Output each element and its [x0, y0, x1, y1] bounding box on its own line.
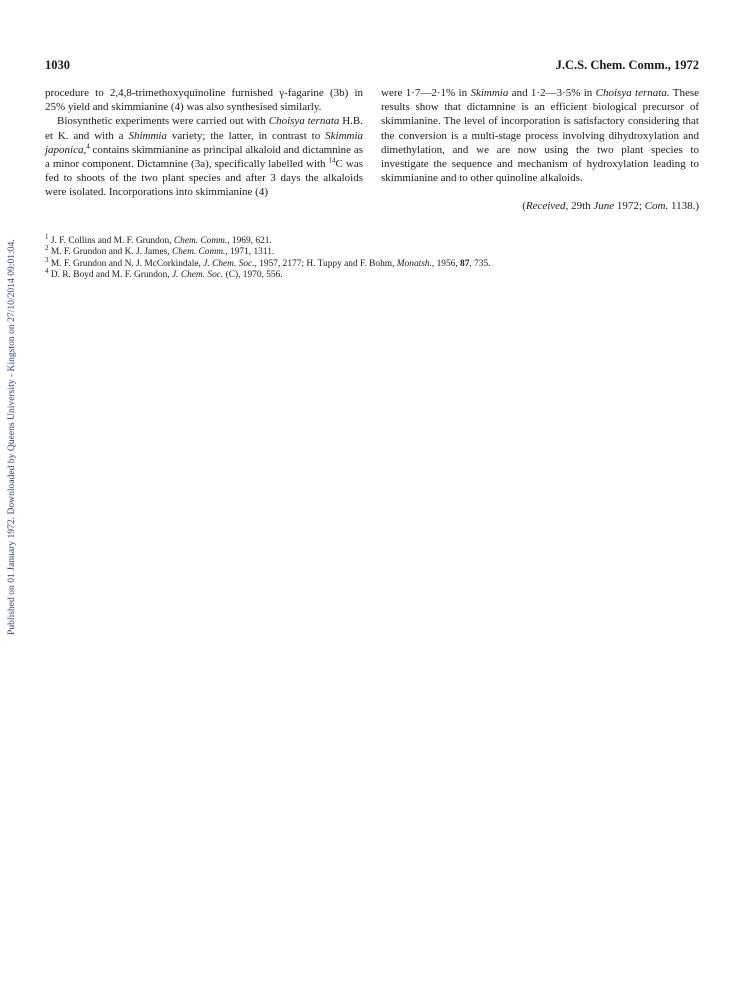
reference-item: $^2$ M. F. Grundon and K. J. James, Chem. Comm., 1971, 1311.	[45, 244, 275, 258]
paragraph-1: procedure to 2,4,8-trimethoxyquinoline furnished γ-fagarine (3b) in 25% yield and skimmianine (4) was also synthesised similarly.	[45, 87, 363, 114]
download-watermark: Published on 01 January 1972. Downloaded by Queens University - Kingston on 27/10/2014 09:01:04.	[6, 239, 17, 635]
left-column	[45, 86, 363, 200]
reference-item: $^3$ M. F. Grundon and N. J. McCorkindale, J. Chem. Soc., 1957, 2177; H. Tuppy and F. Bohm, Monatsh., 1956, 87, 735.	[45, 255, 491, 269]
references	[45, 232, 699, 282]
right-column	[381, 86, 699, 214]
page-number: 1030	[45, 58, 70, 72]
journal-title: J.C.S. Chem. Comm., 1972	[555, 58, 699, 72]
reference-item: $^1$ J. F. Collins and M. F. Grundon, Chem. Comm., 1969, 621.	[45, 232, 272, 246]
paragraph-3: were 1·7—2·1% in Skimmia and 1·2—3·5% in Choisya ternata. These results show that dictamnine is an efficient biological precursor of skimmianine. The level of incorporation is satisfactory considering that the conversion is a multi-stage process involving dihydroxylation and dimethylation, and we are now using the two plant species to investigate the sequence and mechanism of hydroxylation leading to skimmianine and to other quinoline alkaloids.	[381, 87, 699, 185]
reference-item: $^4$ D. R. Boyd and M. F. Grundon, J. Chem. Soc. (C), 1970, 556.	[45, 267, 283, 281]
received-date: (Received, 29th June 1972; Com. 1138.)	[522, 200, 699, 213]
paragraph-2: Biosynthetic experiments were carried out with Choisya ternata H.B. et K. and with a Shimmia variety; the latter, in contrast to Skimmia japonica,$^4$ contains skimmianine as principal alkaloid and dictamnine as a minor component. Dictamnine (3a), specifically labelled with $^{14}$C was fed to shoots of the two plant species and after 3 days the alkaloids were isolated. Incorporations into skimmianine (4)	[45, 115, 364, 199]
page-header	[45, 58, 699, 76]
